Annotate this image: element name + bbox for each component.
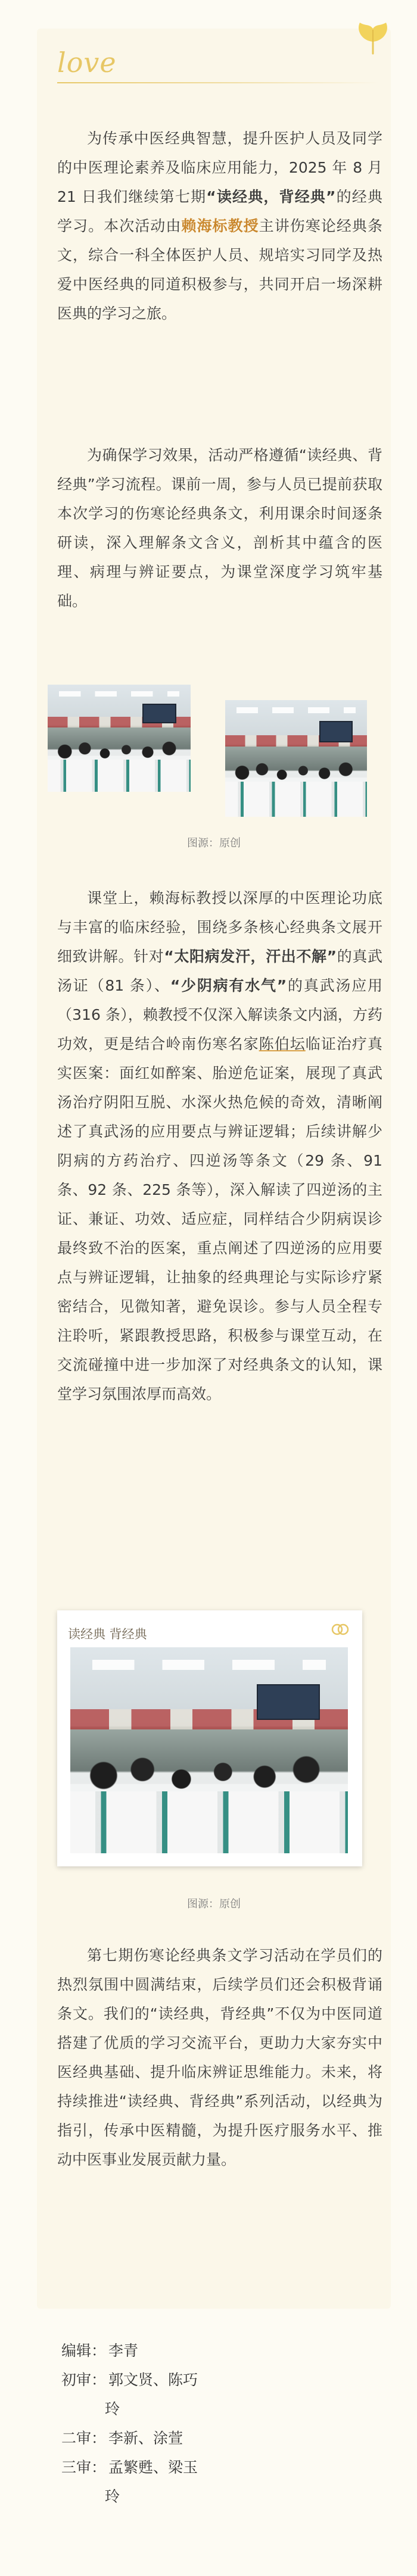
lecture-emphasis-shaoyin: “少阴病有水气”	[170, 977, 287, 994]
lecture-hall-photo-large	[70, 1647, 348, 1853]
ginkgo-leaf-icon	[353, 17, 393, 57]
lecture-hall-photo-left	[48, 685, 191, 792]
editor-name: 李青	[108, 2342, 139, 2359]
intro-text-c: 的经典学习。本次活动由	[57, 188, 382, 235]
review3-names: 孟繁甦、梁玉	[108, 2459, 198, 2476]
love-decor-word: love	[57, 46, 117, 79]
lecture-text-e: 的真武汤应用（316 条），赖教授不仅深入解读条文内涵，方药功效，更是结合岭南伤寒名家	[57, 977, 382, 1053]
rings-icon	[330, 1622, 350, 1637]
lecture-emphasis-taiyang: “太阳病发汗，汗出不解”	[164, 948, 337, 965]
closing-paragraph: 第七期伤寒论经典条文学习活动在学员们的热烈氛围中圆满结束，后续学员们还会积极背诵条文。我们的“读经典，背经典”不仅为中医同道搭建了优质的学习交流平台，更助力大家夯实中医经典基础、提升临床辨证思维能力。未来，将持续推进“读经典、背经典”系列活动，以经典为指引，传承中医精髓，为提升医疗服务水平、推动中医事业发展贡献力量。	[57, 1947, 382, 2168]
intro-paragraph-2: 为确保学习效果，活动严格遵循“读经典、背经典”学习流程。课前一周，参与人员已提前获取本次学习的伤寒论经典条文，利用课余时间逐条研读，深入理解条文含义，剖析其中蕴含的医理、病理与辨证要点，为课堂深度学习筑牢基础。	[57, 446, 382, 610]
lecture-hall-photo-right	[225, 700, 367, 817]
lecture-paragraph	[57, 883, 382, 1409]
intro-text-e: 主讲伤寒论经典条文，综合一科全体医护人员、规培实习同学及热爱中医经典的同道积极参与，共同开启一场深耕医典的学习之旅。	[57, 217, 382, 322]
lecture-text-g: 临证治疗真实医案：面红如醉案、胎逆危证案，展现了真武汤治疗阴阳互脱、水深火热危候的奇效，清晰阐述了真武汤的应用要点与辨证逻辑；后续讲解少阴病的方药治疗、四逆汤等条文（29 条、91 条、92 条、225 条等），深入解读了四逆汤的主证、兼证、功效、适应症，同样结合少阴病误诊最终致不治的医案，重点阐述了四逆汤的应用要点与辨证逻辑，让抽象的经典理论与实际诊疗紧密结合，见微知著，避免误诊。参与人员全程专注聆听，紧跟教授思路，积极参与课堂互动，在交流碰撞中进一步加深了对经典条文的认知，课堂学习氛围浓厚而高效。	[57, 1035, 382, 1403]
framed-photo-caption: 图源：原创	[187, 1898, 241, 1910]
review3-names-cont: 玲	[105, 2488, 120, 2505]
intro-emphasis-read-classics: “读经典，背经典”	[206, 188, 336, 205]
review1-names: 郭文贤、陈巧	[108, 2371, 198, 2388]
intro-paragraph-1	[57, 124, 382, 328]
framed-photo-title: 读经典 背经典	[68, 1627, 147, 1641]
editor-label: 编辑：	[61, 2342, 106, 2359]
physician-name-link: 陈伯坛	[259, 1035, 306, 1053]
review3-label: 三审：	[61, 2459, 106, 2476]
title-divider	[57, 82, 379, 83]
review2-label: 二审：	[61, 2430, 106, 2447]
review2-names: 李新、涂萱	[108, 2430, 183, 2447]
framed-photo-card	[57, 1610, 362, 1866]
professor-name-highlight: 赖海标教授	[181, 217, 259, 235]
review1-label: 初审：	[61, 2371, 106, 2388]
credits-block	[36, 2336, 393, 2511]
lecture-text-a: 课堂上，赖海标教授以深厚的中医理论功底与丰富的临床经验，围绕多条核心经典条文展开细致讲解。针对	[57, 889, 382, 965]
lecture-text-c: 的真武汤证（81 条）、	[57, 948, 382, 994]
intro-text-a: 为传承中医经典智慧，提升医护人员及同学的中医理论素养及临床应用能力，2025 年 8 月 21 日我们继续第七期	[57, 130, 382, 205]
review1-names-cont: 玲	[105, 2400, 120, 2418]
photo-caption: 图源：原创	[187, 837, 241, 850]
